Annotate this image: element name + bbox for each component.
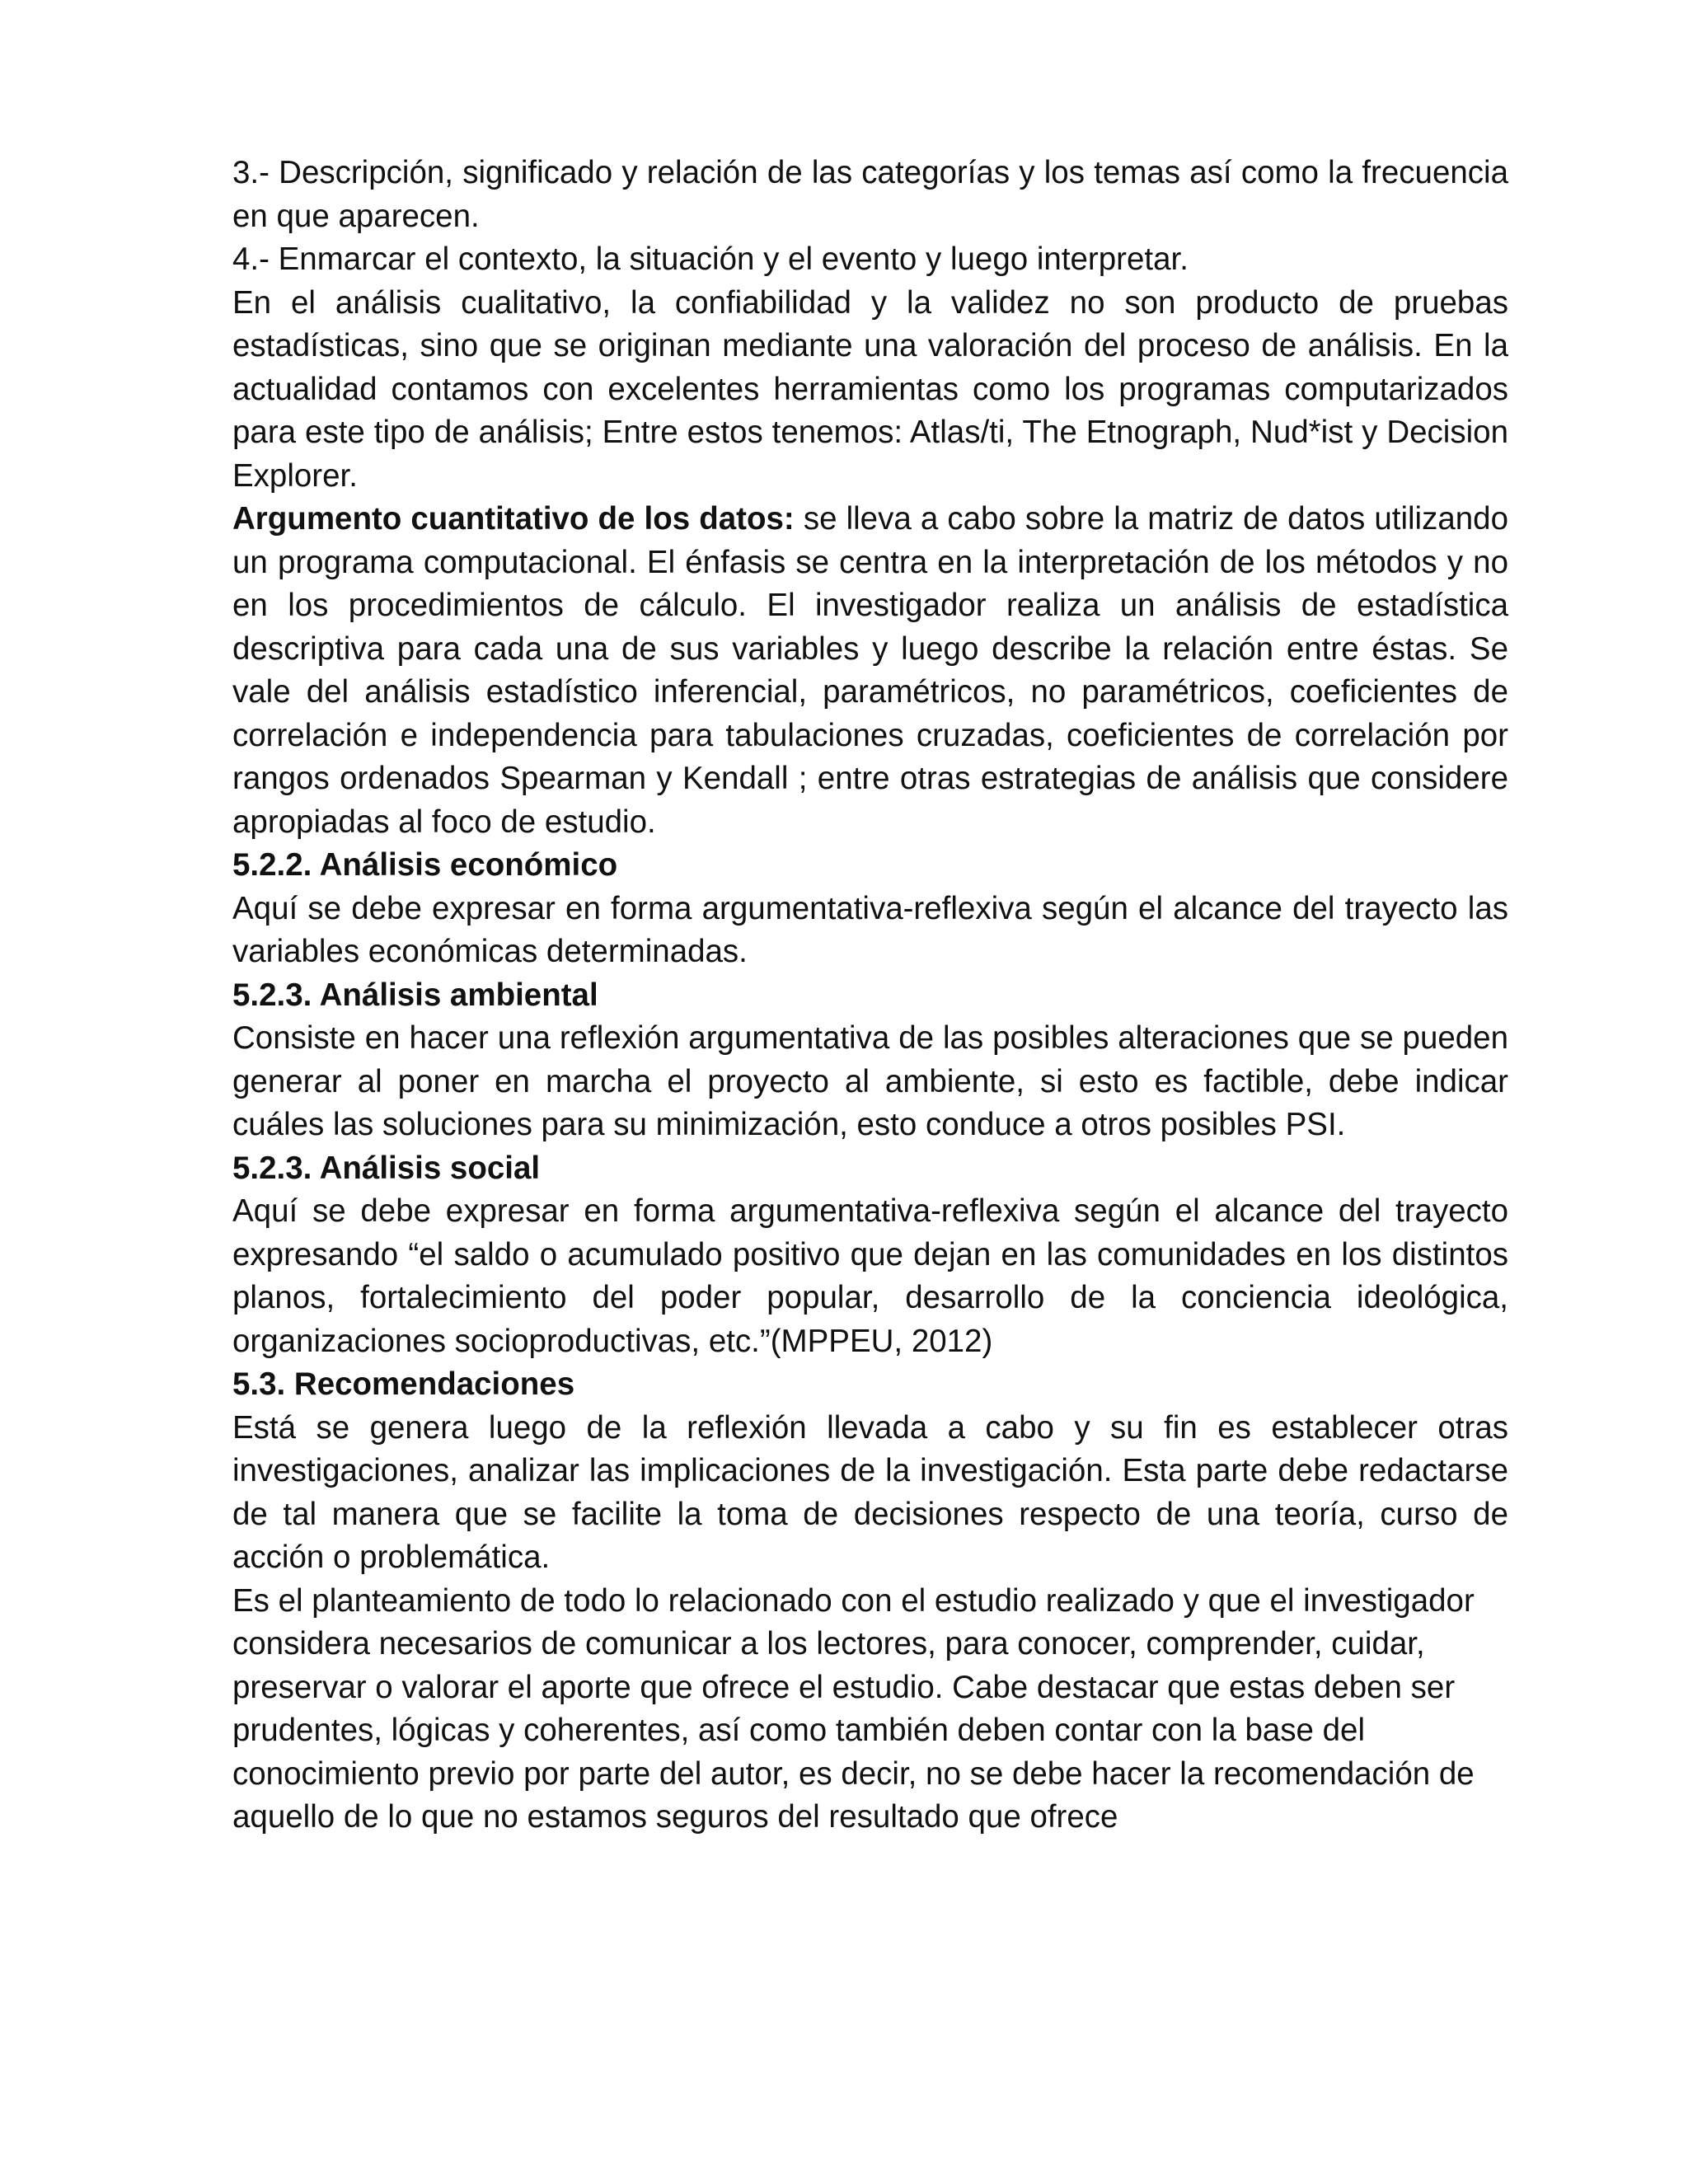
section-heading-social-analysis: 5.2.3. Análisis social [232, 1150, 541, 1186]
quantitative-argument-label: Argumento cuantitativo de los datos: [232, 501, 795, 537]
environmental-analysis-paragraph: Consiste en hacer una reflexión argumentativa de las posibles alteraciones que se pueden generar al poner en marcha el proyecto al ambiente, si esto es factible, debe indicar cuáles las soluciones para su minimización, esto conduce a otros posibles PSI. [232, 1020, 1508, 1142]
section-heading-recommendations: 5.3. Recomendaciones [232, 1366, 575, 1402]
list-item-3: 3.- Descripción, significado y relación de las categorías y los temas así como la frecuencia en que aparecen. [232, 155, 1508, 234]
list-item-4: 4.- Enmarcar el contexto, la situación y el evento y luego interpretar. [232, 241, 1189, 277]
recommendations-paragraph-1: Está se genera luego de la reflexión llevada a cabo y su fin es establecer otras investigaciones, analizar las implicaciones de la investigación. Esta parte debe redactarse de tal manera que se facilite la toma de decisiones respecto de una teoría, curso de acción o problemática. [232, 1409, 1508, 1575]
quantitative-argument-text: se lleva a cabo sobre la matriz de datos utilizando un programa computacional. El énfasis se centra en la interpretación de los métodos y no en los procedimientos de cálculo. El investigador realiza un análisis de estadística descriptiva para cada una de sus variables y luego describe la relación entre éstas. Se vale del análisis estadístico inferencial, paramétricos, no paramétricos, coeficientes de correlación e independencia para tabulaciones cruzadas, coeficientes de correlación por rangos ordenados Spearman y Kendall ; entre otras estrategias de análisis que considere apropiadas al foco de estudio. [232, 501, 1509, 840]
recommendations-paragraph-2: Es el planteamiento de todo lo relacionado con el estudio realizado y que el investigador considera necesarios de comunicar a los lectores, para conocer, comprender, cuidar, preservar o valorar el aporte que ofrece el estudio. Cabe destacar que estas deben ser prudentes, lógicas y coherentes, así como también deben contar con la base del conocimiento previo por parte del autor, es decir, no se debe hacer la recomendación de aquello de lo que no estamos seguros del resultado que ofrece [232, 1582, 1475, 1835]
economic-analysis-paragraph: Aquí se debe expresar en forma argumentativa-reflexiva según el alcance del trayecto las variables económicas determinadas. [232, 890, 1508, 969]
qualitative-analysis-paragraph: En el análisis cualitativo, la confiabilidad y la validez no son producto de pruebas estadísticas, sino que se originan mediante una valoración del proceso de análisis. En la actualidad contamos con excelentes herramientas como los programas computarizados para este tipo de análisis; Entre estos tenemos: Atlas/ti, The Etnograph, Nud*ist y Decision Explorer. [232, 284, 1508, 494]
social-analysis-paragraph: Aquí se debe expresar en forma argumentativa-reflexiva según el alcance del trayecto expresando “el saldo o acumulado positivo que dejan en las comunidades en los distintos planos, fortalecimiento del poder popular, desarrollo de la conciencia ideológica, organizaciones socioproductivas, etc.”(MPPEU, 2012) [232, 1193, 1508, 1359]
section-heading-economic-analysis: 5.2.2. Análisis económico [232, 847, 618, 883]
quantitative-argument-paragraph [232, 498, 1508, 844]
section-heading-environmental-analysis: 5.2.3. Análisis ambiental [232, 977, 598, 1013]
document-page [232, 152, 1508, 1840]
